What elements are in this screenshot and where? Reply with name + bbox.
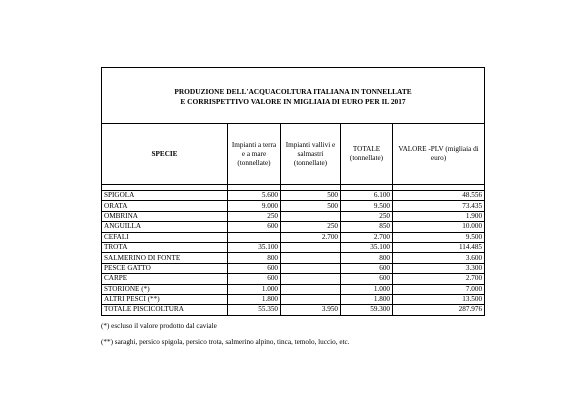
header-impianti-vallivi: Impianti vallivi e salmastri (tonnellate) [281,124,341,185]
cell-specie: ORATA [102,201,228,211]
cell-totale: 6.100 [341,191,393,201]
cell-valore: 48.556 [393,191,485,201]
cell-specie: SPIGOLA [102,191,228,201]
header-impianti-terra: Impianti a terra e a mare (tonnellate) [228,124,281,185]
header-totale: TOTALE (tonnellate) [341,124,393,185]
table-row [102,222,485,232]
cell-totale: 600 [341,263,393,273]
header-specie: SPECIE [102,124,228,185]
cell-vallivi [281,263,341,273]
cell-terra: 5.600 [228,191,281,201]
cell-specie: PESCE GATTO [102,263,228,273]
cell-specie: CARPE [102,274,228,284]
cell-totale: 1.000 [341,284,393,294]
cell-valore: 2.700 [393,274,485,284]
cell-terra [228,232,281,242]
cell-totale: 800 [341,253,393,263]
cell-vallivi: 250 [281,222,341,232]
table-row [102,232,485,242]
cell-valore: 73.435 [393,201,485,211]
table-row [102,274,485,284]
table-title [102,68,485,124]
cell-terra: 55.350 [228,305,281,315]
cell-terra: 600 [228,263,281,273]
cell-valore: 1.900 [393,211,485,221]
cell-specie: TROTA [102,242,228,252]
title-line-2: E CORRISPETTIVO VALORE IN MIGLIAIA DI EURO PER IL 2017 [180,97,406,106]
cell-specie: STORIONE (*) [102,284,228,294]
table-row [102,201,485,211]
cell-valore: 114.485 [393,242,485,252]
header-valore: VALORE -PLV (migliaia di euro) [393,124,485,185]
cell-specie: ANGUILLA [102,222,228,232]
cell-totale: 9.500 [341,201,393,211]
cell-vallivi: 500 [281,191,341,201]
cell-specie: SALMERINO DI FONTE [102,253,228,263]
cell-vallivi: 3.950 [281,305,341,315]
cell-vallivi: 500 [281,201,341,211]
cell-vallivi [281,211,341,221]
cell-valore: 10.000 [393,222,485,232]
table-row [102,242,485,252]
cell-totale: 35.100 [341,242,393,252]
cell-terra: 1.800 [228,294,281,304]
cell-valore: 13.500 [393,294,485,304]
footnote-1: (*) escluso il valore prodotto dal caviale [101,322,217,330]
cell-valore: 287.976 [393,305,485,315]
table-body [102,191,485,316]
cell-vallivi [281,284,341,294]
cell-vallivi [281,253,341,263]
cell-terra: 35.100 [228,242,281,252]
cell-terra: 800 [228,253,281,263]
cell-totale: 250 [341,211,393,221]
title-line-1: PRODUZIONE DELL'ACQUACOLTURA ITALIANA IN TONNELLATE [174,87,412,96]
cell-terra: 1.000 [228,284,281,294]
table-row [102,305,485,315]
cell-terra: 9.000 [228,201,281,211]
production-table [101,67,485,316]
cell-vallivi: 2.700 [281,232,341,242]
cell-terra: 600 [228,274,281,284]
table-row [102,191,485,201]
cell-vallivi [281,294,341,304]
cell-vallivi [281,274,341,284]
cell-terra: 600 [228,222,281,232]
cell-totale: 59.300 [341,305,393,315]
cell-valore: 3.600 [393,253,485,263]
cell-terra: 250 [228,211,281,221]
cell-vallivi [281,242,341,252]
cell-specie: CEFALI [102,232,228,242]
cell-totale: 1.800 [341,294,393,304]
cell-specie: ALTRI PESCI (**) [102,294,228,304]
table-row [102,263,485,273]
table-row [102,284,485,294]
table-row [102,211,485,221]
footnote-2: (**) saraghi, persico spigola, persico trota, salmerino alpino, tinca, temolo, luccio, etc. [101,338,350,346]
cell-valore: 3.300 [393,263,485,273]
cell-totale: 2.700 [341,232,393,242]
table-row [102,294,485,304]
cell-specie: OMBRINA [102,211,228,221]
cell-totale: 850 [341,222,393,232]
cell-specie: TOTALE PISCICOLTURA [102,305,228,315]
cell-valore: 7.000 [393,284,485,294]
cell-totale: 600 [341,274,393,284]
cell-valore: 9.500 [393,232,485,242]
table-row [102,253,485,263]
